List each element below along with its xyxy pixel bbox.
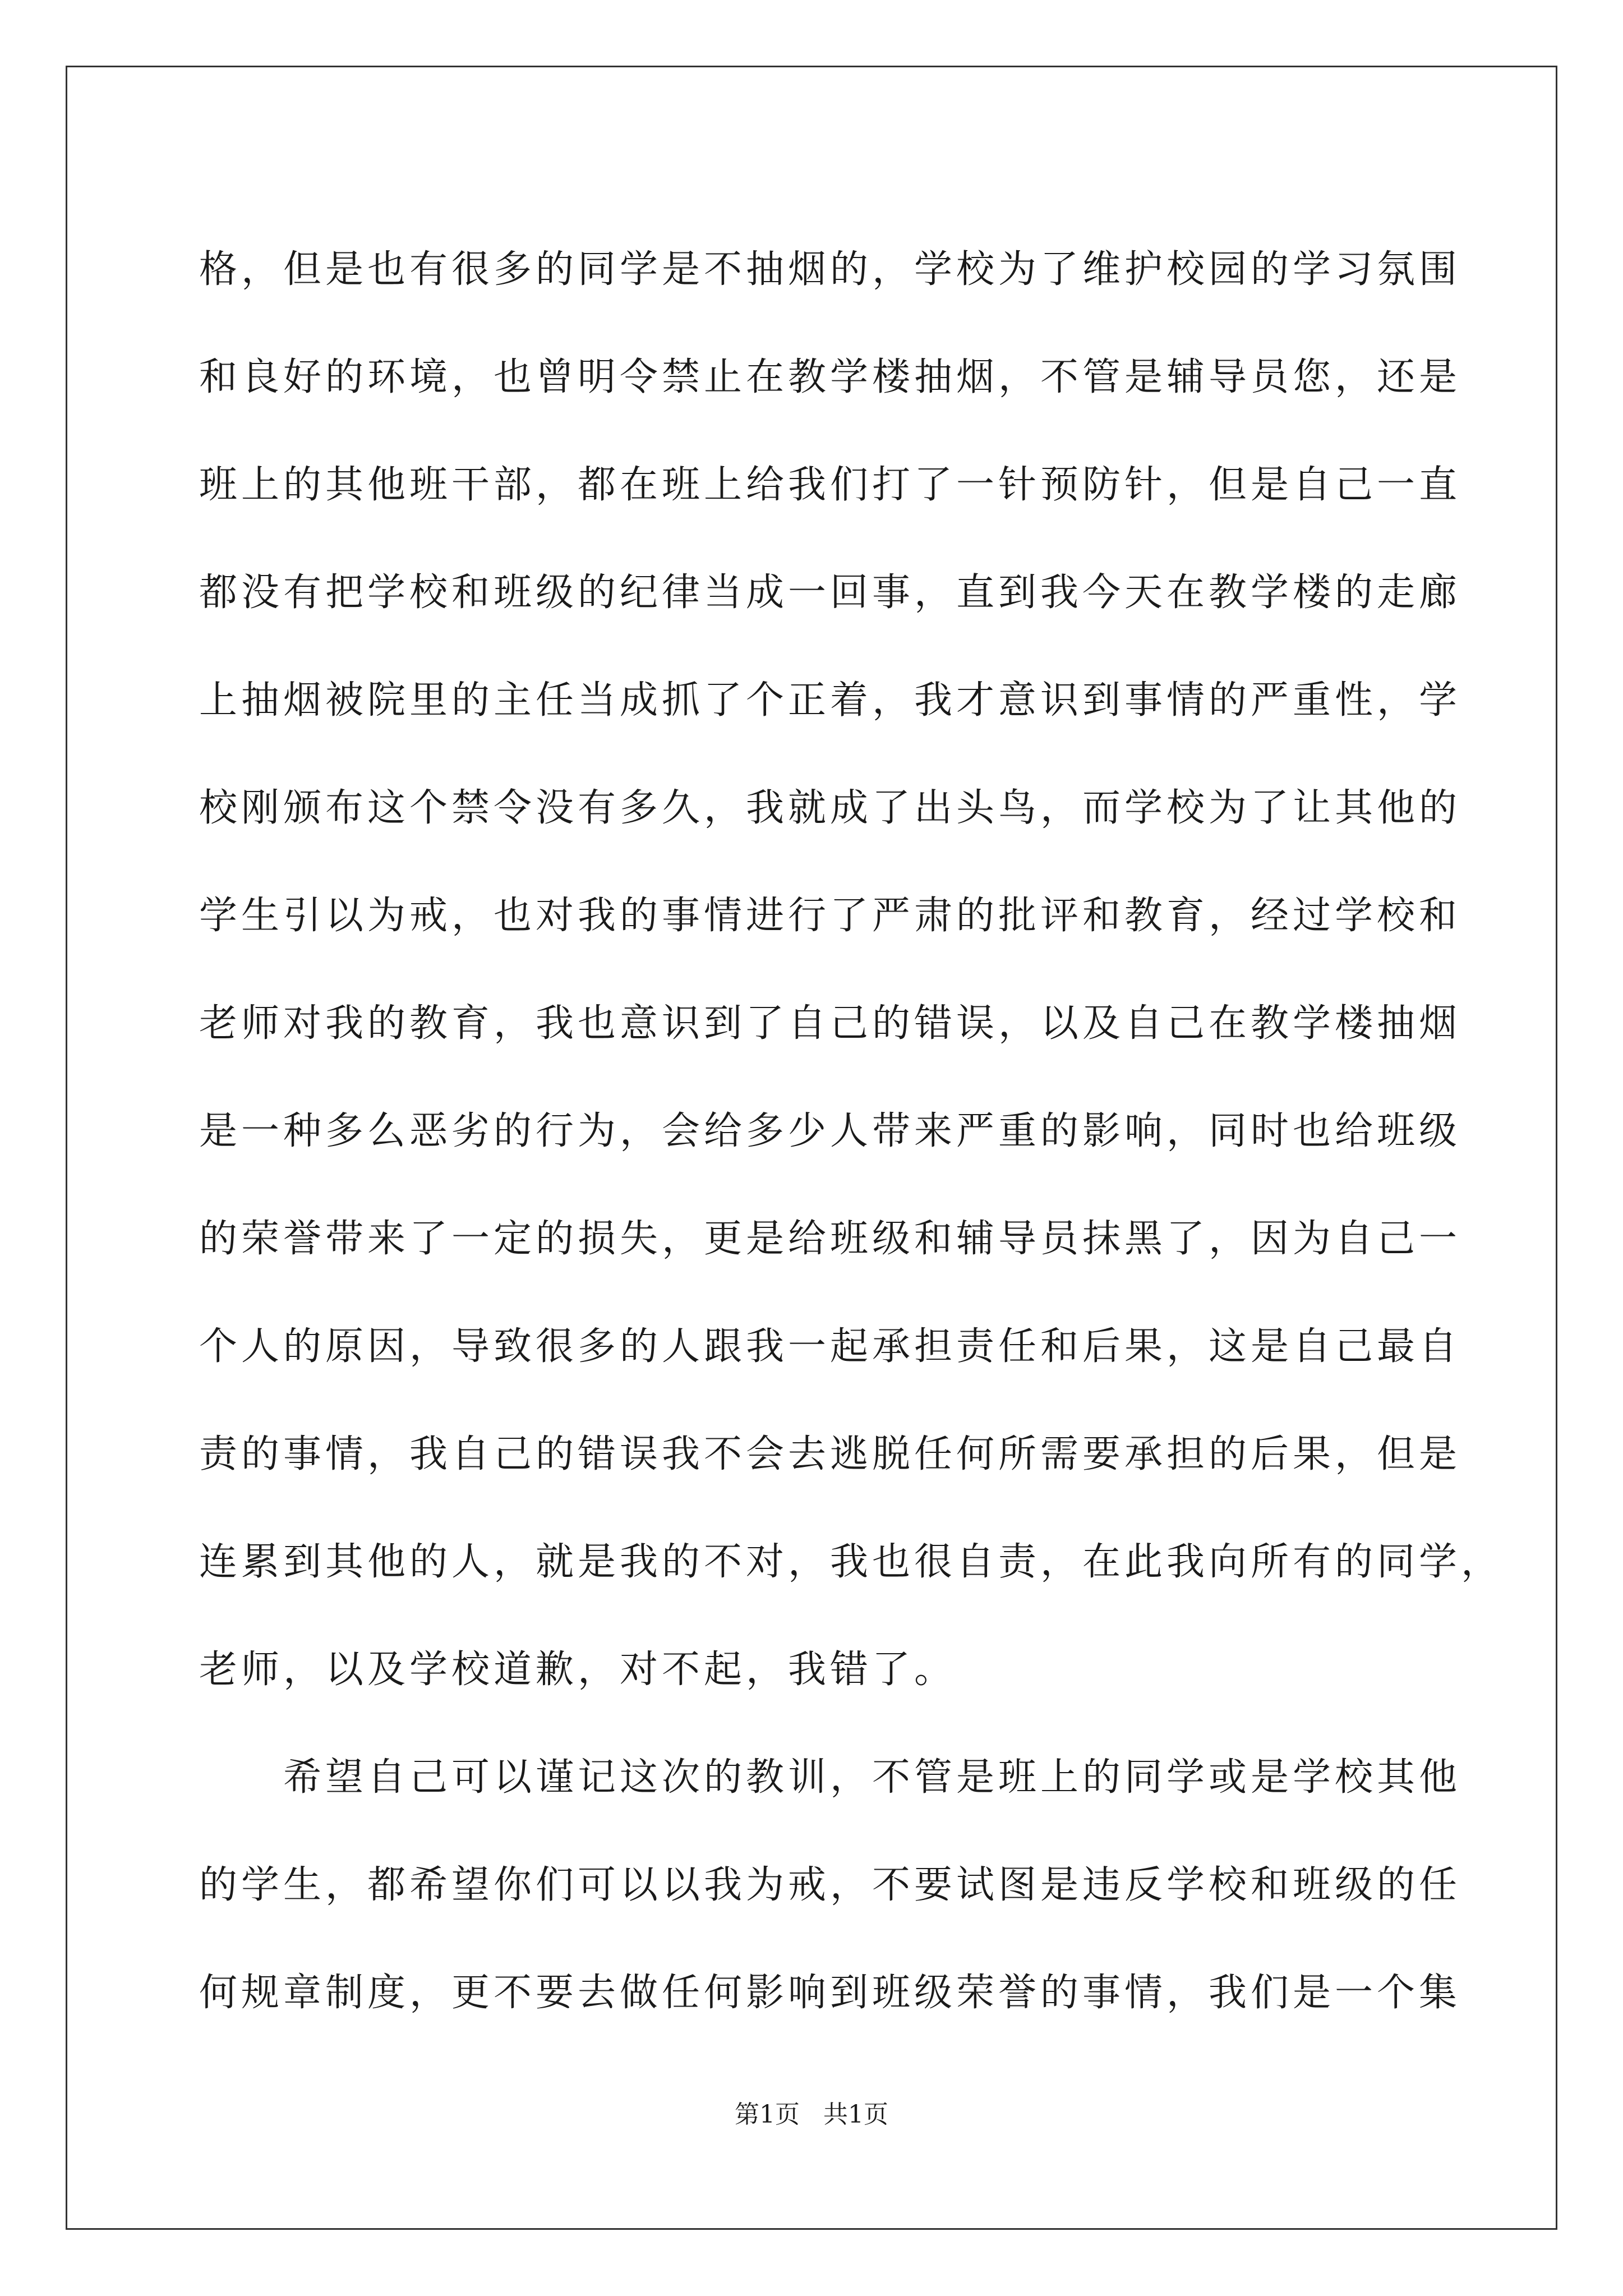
text-line: 连累到其他的人，就是我的不对，我也很自责，在此我向所有的同学，: [199, 1540, 1504, 1584]
text-line: 校刚颁布这个禁令没有多久，我就成了出头鸟，而学校为了让其他的: [199, 786, 1461, 830]
page-number: 第1页: [735, 2100, 800, 2129]
text-line: 老师，以及学校道歉，对不起，我错了。: [199, 1648, 957, 1692]
text-line: 个人的原因，导致很多的人跟我一起承担责任和后果，这是自己最自: [199, 1324, 1461, 1369]
text-line: 的学生，都希望你们可以以我为戒，不要试图是违反学校和班级的任: [199, 1863, 1461, 1907]
text-line: 老师对我的教育，我也意识到了自己的错误，以及自己在教学楼抽烟: [199, 1001, 1461, 1046]
text-line: 的荣誉带来了一定的损失，更是给班级和辅导员抹黑了，因为自己一: [199, 1217, 1461, 1261]
text-line: 都没有把学校和班级的纪律当成一回事，直到我今天在教学楼的走廊: [199, 570, 1461, 615]
text-line: 和良好的环境，也曾明令禁止在教学楼抽烟，不管是辅导员您，还是: [199, 355, 1461, 399]
text-line: 希望自己可以谨记这次的教训，不管是班上的同学或是学校其他: [199, 1755, 1461, 1800]
page-footer: [0, 2098, 1623, 2132]
text-line: 班上的其他班干部，都在班上给我们打了一针预防针，但是自己一直: [199, 463, 1461, 507]
page-total: 共1页: [823, 2100, 888, 2129]
text-line: 何规章制度，更不要去做任何影响到班级荣誉的事情，我们是一个集: [199, 1971, 1461, 2015]
document-body: [199, 216, 1504, 2047]
text-line: 是一种多么恶劣的行为，会给多少人带来严重的影响，同时也给班级: [199, 1109, 1461, 1153]
text-line: 格，但是也有很多的同学是不抽烟的，学校为了维护校园的学习氛围: [199, 247, 1461, 292]
text-line: 责的事情，我自己的错误我不会去逃脱任何所需要承担的后果，但是: [199, 1432, 1461, 1476]
text-line: 学生引以为戒，也对我的事情进行了严肃的批评和教育，经过学校和: [199, 894, 1461, 938]
text-line: 上抽烟被院里的主任当成抓了个正着，我才意识到事情的严重性，学: [199, 678, 1461, 723]
